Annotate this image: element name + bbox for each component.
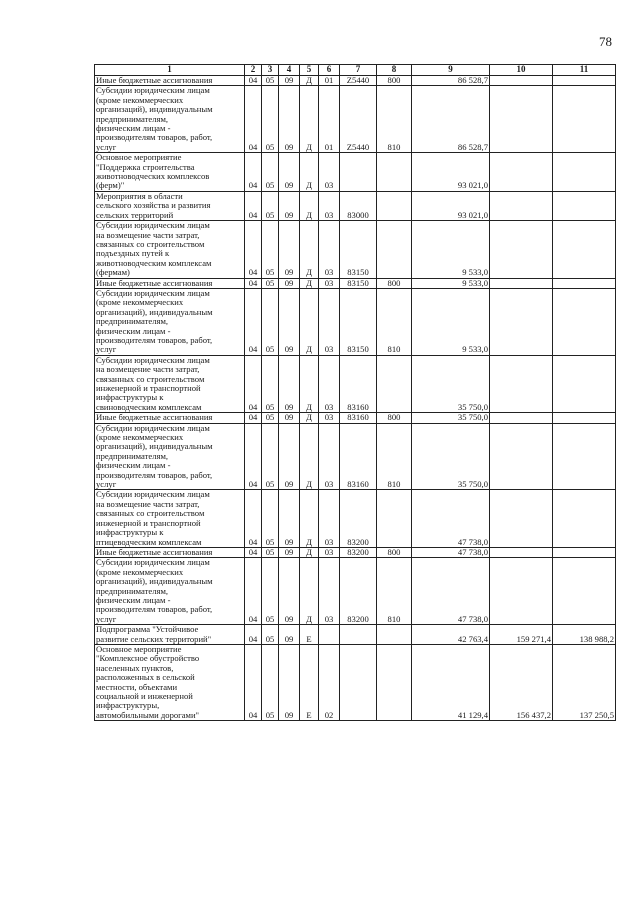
code-col-8: 810 xyxy=(377,423,412,490)
code-col-3: 05 xyxy=(262,558,279,625)
code-col-5: Д xyxy=(300,221,319,278)
amount-col-10 xyxy=(490,490,553,547)
row-name-cell xyxy=(95,490,245,547)
code-col-7: 83200 xyxy=(340,490,377,547)
code-col-4: 09 xyxy=(279,76,300,86)
code-col-6: 03 xyxy=(319,153,340,192)
amount-col-9: 86 528,7 xyxy=(412,76,490,86)
code-col-7 xyxy=(340,644,377,720)
code-col-2: 04 xyxy=(245,355,262,412)
column-header-1: 1 xyxy=(95,65,245,76)
amount-col-10 xyxy=(490,558,553,625)
row-name-text: Мероприятия в области сельского хозяйства и развития сельских территорий xyxy=(96,191,211,220)
code-col-3: 05 xyxy=(262,191,279,220)
amount-col-11 xyxy=(553,76,616,86)
code-col-4: 09 xyxy=(279,355,300,412)
table-row xyxy=(95,76,616,86)
amount-col-9: 41 129,4 xyxy=(412,644,490,720)
code-col-8 xyxy=(377,221,412,278)
amount-col-10 xyxy=(490,278,553,288)
column-header-2: 2 xyxy=(245,65,262,76)
code-col-7: 83000 xyxy=(340,191,377,220)
row-name-text: Иные бюджетные ассигнования xyxy=(96,278,213,288)
code-col-7 xyxy=(340,153,377,192)
code-col-2: 04 xyxy=(245,221,262,278)
amount-col-11: 138 988,2 xyxy=(553,625,616,645)
code-col-4: 09 xyxy=(279,221,300,278)
code-col-5: Д xyxy=(300,413,319,423)
code-col-6: 03 xyxy=(319,558,340,625)
amount-col-10: 159 271,4 xyxy=(490,625,553,645)
row-name-text: Субсидии юридическим лицам на возмещение части затрат, связанных со строительством инженерной и транспортной инфраструктуры к свиноводческим комплексам xyxy=(96,355,210,412)
code-col-5: Е xyxy=(300,625,319,645)
amount-col-9: 9 533,0 xyxy=(412,278,490,288)
code-col-6: 03 xyxy=(319,490,340,547)
code-col-3: 05 xyxy=(262,625,279,645)
amount-col-11 xyxy=(553,490,616,547)
code-col-6: 03 xyxy=(319,413,340,423)
code-col-5: Д xyxy=(300,547,319,557)
table-row xyxy=(95,558,616,625)
amount-col-11 xyxy=(553,153,616,192)
code-col-8 xyxy=(377,490,412,547)
row-name-cell xyxy=(95,153,245,192)
code-col-3: 05 xyxy=(262,153,279,192)
code-col-5: Д xyxy=(300,191,319,220)
code-col-3: 05 xyxy=(262,355,279,412)
column-header-9: 9 xyxy=(412,65,490,76)
code-col-8: 810 xyxy=(377,558,412,625)
code-col-4: 09 xyxy=(279,490,300,547)
amount-col-10 xyxy=(490,288,553,355)
amount-col-9: 9 533,0 xyxy=(412,288,490,355)
table-body xyxy=(95,76,616,721)
amount-col-9: 35 750,0 xyxy=(412,413,490,423)
code-col-3: 05 xyxy=(262,490,279,547)
row-name-text: Субсидии юридическим лицам (кроме некоммерческих организаций), индивидуальным предпринимателям, физическим лицам - производителям товаров, работ, услуг xyxy=(96,423,213,490)
code-col-5: Д xyxy=(300,423,319,490)
code-col-8 xyxy=(377,191,412,220)
code-col-4: 09 xyxy=(279,413,300,423)
column-header-5: 5 xyxy=(300,65,319,76)
code-col-6: 03 xyxy=(319,278,340,288)
code-col-7: 83160 xyxy=(340,413,377,423)
code-col-7: 83160 xyxy=(340,423,377,490)
code-col-4: 09 xyxy=(279,558,300,625)
amount-col-9: 93 021,0 xyxy=(412,153,490,192)
table-row xyxy=(95,191,616,220)
code-col-3: 05 xyxy=(262,413,279,423)
code-col-4: 09 xyxy=(279,278,300,288)
code-col-8 xyxy=(377,355,412,412)
code-col-2: 04 xyxy=(245,86,262,153)
code-col-3: 05 xyxy=(262,278,279,288)
column-header-10: 10 xyxy=(490,65,553,76)
code-col-2: 04 xyxy=(245,153,262,192)
table-row xyxy=(95,355,616,412)
code-col-3: 05 xyxy=(262,76,279,86)
table-row xyxy=(95,278,616,288)
column-header-3: 3 xyxy=(262,65,279,76)
column-header-7: 7 xyxy=(340,65,377,76)
table-row xyxy=(95,153,616,192)
code-col-7 xyxy=(340,625,377,645)
code-col-3: 05 xyxy=(262,423,279,490)
code-col-6: 01 xyxy=(319,76,340,86)
row-name-cell xyxy=(95,221,245,278)
code-col-2: 04 xyxy=(245,490,262,547)
amount-col-10 xyxy=(490,191,553,220)
code-col-3: 05 xyxy=(262,644,279,720)
code-col-5: Д xyxy=(300,355,319,412)
code-col-5: Д xyxy=(300,288,319,355)
row-name-text: Основное мероприятие "Поддержка строительства животноводческих комплексов (ферм)" xyxy=(96,152,210,191)
code-col-4: 09 xyxy=(279,191,300,220)
amount-col-9: 35 750,0 xyxy=(412,423,490,490)
table-row xyxy=(95,490,616,547)
code-col-2: 04 xyxy=(245,278,262,288)
amount-col-10 xyxy=(490,355,553,412)
code-col-5: Д xyxy=(300,558,319,625)
page-number: 78 xyxy=(599,34,612,49)
code-col-4: 09 xyxy=(279,547,300,557)
code-col-2: 04 xyxy=(245,76,262,86)
code-col-6: 01 xyxy=(319,86,340,153)
amount-col-9: 42 763,4 xyxy=(412,625,490,645)
row-name-text: Иные бюджетные ассигнования xyxy=(96,75,213,85)
row-name-text: Основное мероприятие "Комплексное обустройство населенных пунктов, расположенных в сельской местности, объектами социальной и инженерной инфраструктуры, автомобильными дорогами" xyxy=(96,644,200,720)
code-col-5: Д xyxy=(300,490,319,547)
code-col-5: Д xyxy=(300,76,319,86)
code-col-5: Д xyxy=(300,278,319,288)
code-col-4: 09 xyxy=(279,288,300,355)
code-col-2: 04 xyxy=(245,644,262,720)
code-col-6: 03 xyxy=(319,288,340,355)
amount-col-11 xyxy=(553,558,616,625)
amount-col-10 xyxy=(490,153,553,192)
code-col-8 xyxy=(377,625,412,645)
code-col-6: 03 xyxy=(319,191,340,220)
row-name-cell xyxy=(95,355,245,412)
code-col-4: 09 xyxy=(279,86,300,153)
amount-col-9: 9 533,0 xyxy=(412,221,490,278)
table-row xyxy=(95,547,616,557)
row-name-cell xyxy=(95,558,245,625)
header-row xyxy=(95,65,616,76)
code-col-7: Z5440 xyxy=(340,76,377,86)
code-col-8 xyxy=(377,153,412,192)
amount-col-11 xyxy=(553,355,616,412)
code-col-3: 05 xyxy=(262,86,279,153)
amount-col-10 xyxy=(490,221,553,278)
code-col-7: 83200 xyxy=(340,558,377,625)
row-name-text: Субсидии юридическим лицам (кроме некоммерческих организаций), индивидуальным предпринимателям, физическим лицам - производителям товаров, работ, услуг xyxy=(96,288,213,355)
code-col-2: 04 xyxy=(245,625,262,645)
row-name-cell xyxy=(95,288,245,355)
amount-col-10: 156 437,2 xyxy=(490,644,553,720)
code-col-8: 800 xyxy=(377,413,412,423)
code-col-5: Е xyxy=(300,644,319,720)
code-col-2: 04 xyxy=(245,423,262,490)
row-name-cell xyxy=(95,86,245,153)
code-col-5: Д xyxy=(300,153,319,192)
amount-col-10 xyxy=(490,423,553,490)
code-col-8: 810 xyxy=(377,288,412,355)
amount-col-11: 137 250,5 xyxy=(553,644,616,720)
code-col-4: 09 xyxy=(279,153,300,192)
row-name-text: Субсидии юридическим лицам (кроме некоммерческих организаций), индивидуальным предпринимателям, физическим лицам - производителям товаров, работ, услуг xyxy=(96,85,213,152)
code-col-6: 03 xyxy=(319,547,340,557)
table-row xyxy=(95,86,616,153)
amount-col-9: 47 738,0 xyxy=(412,547,490,557)
code-col-4: 09 xyxy=(279,644,300,720)
amount-col-11 xyxy=(553,413,616,423)
column-header-11: 11 xyxy=(553,65,616,76)
row-name-text: Субсидии юридическим лицам на возмещение части затрат, связанных со строительством подъездных путей к животноводческим комплексам (фермам) xyxy=(96,220,212,278)
amount-col-9: 93 021,0 xyxy=(412,191,490,220)
code-col-3: 05 xyxy=(262,221,279,278)
amount-col-9: 47 738,0 xyxy=(412,490,490,547)
code-col-7: 83150 xyxy=(340,288,377,355)
amount-col-10 xyxy=(490,413,553,423)
code-col-7: 83150 xyxy=(340,221,377,278)
row-name-text: Иные бюджетные ассигнования xyxy=(96,547,213,557)
code-col-2: 04 xyxy=(245,413,262,423)
code-col-2: 04 xyxy=(245,547,262,557)
row-name-cell xyxy=(95,423,245,490)
column-header-6: 6 xyxy=(319,65,340,76)
table-row xyxy=(95,625,616,645)
column-header-4: 4 xyxy=(279,65,300,76)
table-row xyxy=(95,221,616,278)
table-row xyxy=(95,423,616,490)
code-col-2: 04 xyxy=(245,191,262,220)
amount-col-11 xyxy=(553,288,616,355)
row-name-cell xyxy=(95,278,245,288)
amount-col-9: 35 750,0 xyxy=(412,355,490,412)
table-row xyxy=(95,288,616,355)
amount-col-11 xyxy=(553,191,616,220)
table-row xyxy=(95,644,616,720)
code-col-6: 03 xyxy=(319,221,340,278)
code-col-6 xyxy=(319,625,340,645)
amount-col-11 xyxy=(553,221,616,278)
code-col-8: 800 xyxy=(377,547,412,557)
code-col-8 xyxy=(377,644,412,720)
row-name-cell xyxy=(95,625,245,645)
amount-col-11 xyxy=(553,547,616,557)
code-col-3: 05 xyxy=(262,288,279,355)
row-name-cell xyxy=(95,644,245,720)
code-col-8: 800 xyxy=(377,76,412,86)
code-col-6: 03 xyxy=(319,423,340,490)
row-name-cell xyxy=(95,76,245,86)
amount-col-11 xyxy=(553,86,616,153)
code-col-7: 83200 xyxy=(340,547,377,557)
budget-table xyxy=(94,64,616,721)
amount-col-10 xyxy=(490,86,553,153)
row-name-text: Подпрограмма "Устойчивое развитие сельских территорий" xyxy=(96,624,212,644)
row-name-text: Иные бюджетные ассигнования xyxy=(96,412,213,423)
amount-col-10 xyxy=(490,76,553,86)
row-name-cell xyxy=(95,547,245,557)
amount-col-11 xyxy=(553,423,616,490)
row-name-cell xyxy=(95,413,245,423)
row-name-text: Субсидии юридическим лицам на возмещение части затрат, связанных со строительством инженерной и транспортной инфраструктуры к птицеводческим комплексам xyxy=(96,489,210,547)
code-col-4: 09 xyxy=(279,423,300,490)
code-col-2: 04 xyxy=(245,558,262,625)
code-col-7: 83160 xyxy=(340,355,377,412)
amount-col-9: 47 738,0 xyxy=(412,558,490,625)
code-col-8: 800 xyxy=(377,278,412,288)
code-col-4: 09 xyxy=(279,625,300,645)
code-col-6: 03 xyxy=(319,355,340,412)
amount-col-10 xyxy=(490,547,553,557)
code-col-7: 83150 xyxy=(340,278,377,288)
code-col-6: 02 xyxy=(319,644,340,720)
table-row xyxy=(95,413,616,423)
column-header-8: 8 xyxy=(377,65,412,76)
code-col-8: 810 xyxy=(377,86,412,153)
row-name-cell xyxy=(95,191,245,220)
amount-col-11 xyxy=(553,278,616,288)
amount-col-9: 86 528,7 xyxy=(412,86,490,153)
row-name-text: Субсидии юридическим лицам (кроме некоммерческих организаций), индивидуальным предпринимателям, физическим лицам - производителям товаров, работ, услуг xyxy=(96,557,213,624)
code-col-2: 04 xyxy=(245,288,262,355)
code-col-3: 05 xyxy=(262,547,279,557)
code-col-7: Z5440 xyxy=(340,86,377,153)
code-col-5: Д xyxy=(300,86,319,153)
